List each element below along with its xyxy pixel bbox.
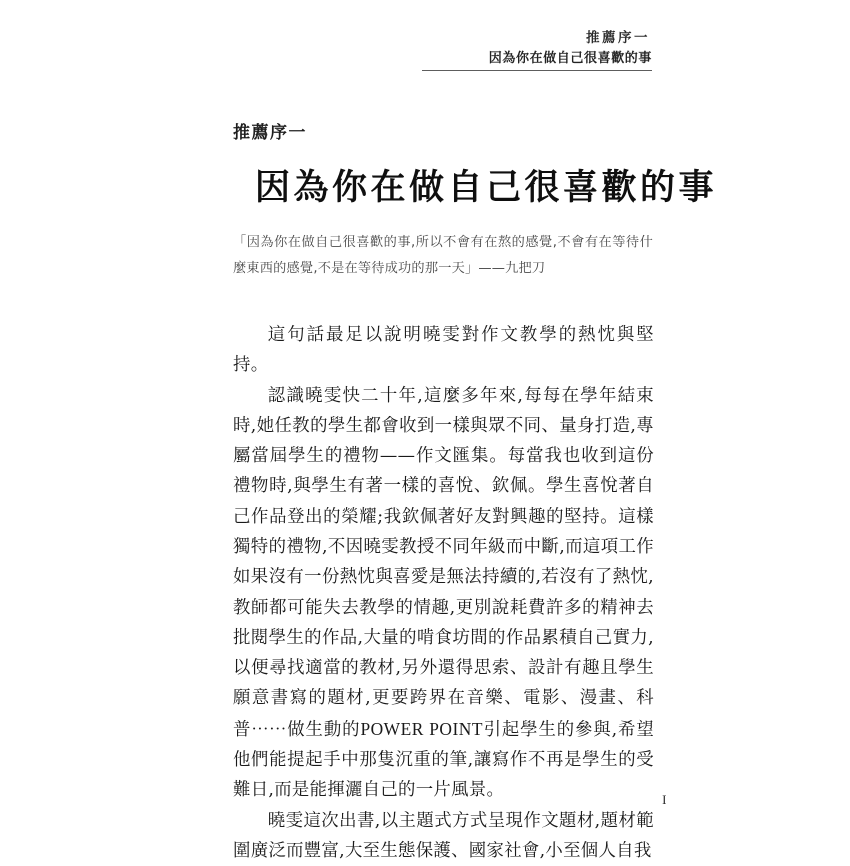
page-number: I (662, 792, 667, 808)
body-paragraph: 曉雯這次出書,以主題式方式呈現作文題材,題材範圍廣泛而豐富,大至生態保護、國家社會,小至個人自我 (233, 806, 654, 866)
running-header-divider (422, 70, 652, 71)
section-kicker: 推薦序一 (233, 118, 653, 143)
page-title: 因為你在做自己很喜歡的事 (255, 160, 653, 210)
body-text (233, 320, 654, 866)
body-paragraph: 認識曉雯快二十年,這麼多年來,每每在學年結束時,她任教的學生都會收到一樣與眾不同、量身打造,專屬當屆學生的禮物——作文匯集。每當我也收到這份禮物時,與學生有著一樣的喜悅、欽佩。學生喜悅著自己作品登出的榮耀;我欽佩著好友對興趣的堅持。這樣獨特的禮物,不因曉雯教授不同年級而中斷,而這項工作如果沒有一份熱忱與喜愛是無法持續的,若沒有了熱忱,教師都可能失去教學的情趣,更別說耗費許多的精神去批閱學生的作品,大量的啃食坊間的作品累積自己實力,以便尋找適當的教材,另外還得思索、設計有趣且學生願意書寫的題材,更要跨界在音樂、電影、漫畫、科普⋯⋯做生動的POWER POINT引起學生的參與,希望他們能提起手中那隻沉重的筆,讓寫作不再是學生的受難日,而是能揮灑自己的一片風景。 (233, 381, 654, 806)
running-header-title: 因為你在做自己很喜歡的事 (422, 51, 652, 67)
running-header-section-label: 推薦序一 (422, 30, 652, 47)
latin-run: POWER POINT (360, 719, 483, 739)
running-header (422, 30, 652, 71)
body-paragraph: 這句話最足以說明曉雯對作文教學的熱忱與堅持。 (233, 320, 654, 381)
pull-quote: 「因為你在做自己很喜歡的事,所以不會有在熬的感覺,不會有在等待什麼東西的感覺,不是在等待成功的那一天」——九把刀 (233, 230, 653, 283)
title-block (233, 118, 653, 210)
